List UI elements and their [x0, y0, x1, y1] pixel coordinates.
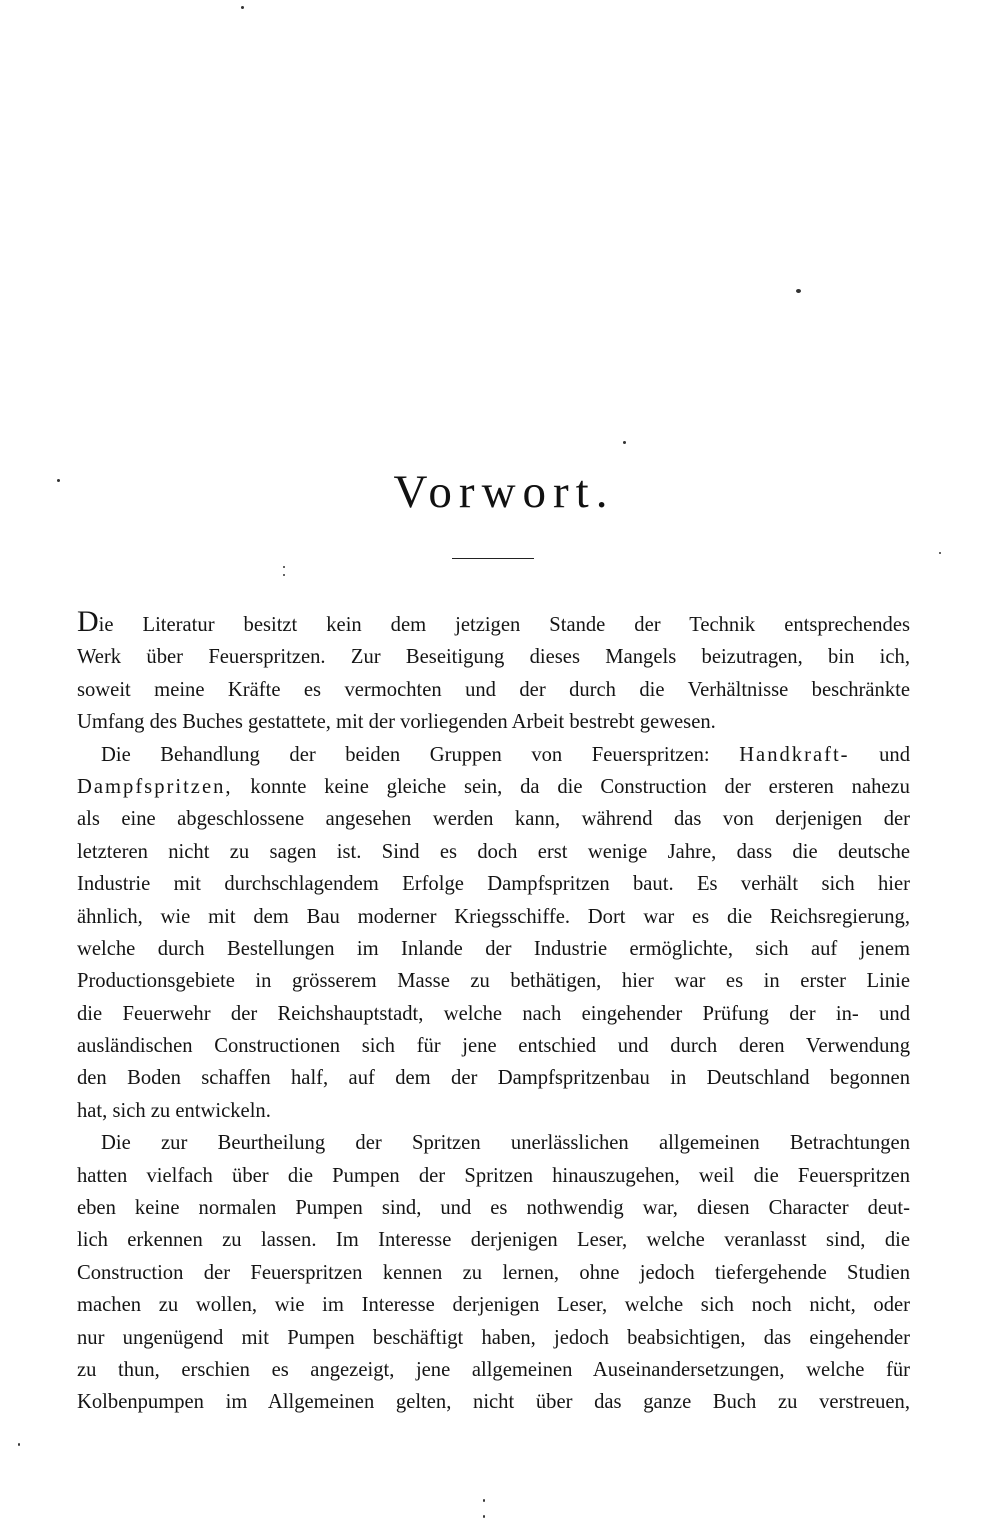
- text-line: [77, 771, 910, 803]
- text-line: Industrie mit durchschlagendem Erfolge Dampfspritzen baut. Es verhält sich hier: [77, 873, 910, 896]
- line-text: konnte keine gleiche sein, da die Construction der ersteren nahezu: [250, 775, 910, 798]
- text-line: machen zu wollen, wie im Interesse derjenigen Leser, welche sich noch nicht, oder: [77, 1294, 910, 1317]
- text-line: nur ungenügend mit Pumpen beschäftigt haben, jedoch beabsichtigen, das eingehender: [77, 1326, 910, 1349]
- text-line: [77, 605, 910, 641]
- text-line: als eine abgeschlossene angesehen werden kann, während das von derjenigen der: [77, 808, 910, 831]
- text-line: ähnlich, wie mit dem Bau moderner Kriegsschiffe. Dort war es die Reichsregierung,: [77, 905, 910, 928]
- drop-cap: D: [77, 605, 99, 638]
- scan-speck: [241, 6, 244, 9]
- spaced-term: Dampfspritzen,: [77, 775, 233, 798]
- text-line: welche durch Bestellungen im Inlande der Industrie ermöglichte, sich auf jenem: [77, 937, 910, 960]
- text-line: Umfang des Buches gestattete, mit der vorliegenden Arbeit bestrebt gewesen.: [77, 711, 716, 734]
- text-line: Die zur Beurtheilung der Spritzen unerlässlichen allgemeinen Betrachtungen: [101, 1132, 910, 1155]
- text-line: hat, sich zu entwickeln.: [77, 1099, 271, 1122]
- scan-speck: [18, 1443, 20, 1446]
- spaced-term: Handkraft-: [739, 743, 850, 766]
- text-line: die Feuerwehr der Reichshauptstadt, welche nach eingehender Prüfung der in- und: [77, 1002, 910, 1025]
- scan-speck: [483, 1515, 485, 1518]
- chapter-title: Vorwort.: [393, 466, 615, 518]
- body-text: [77, 605, 910, 1419]
- scan-speck: [283, 566, 285, 568]
- scan-speck: [483, 1499, 485, 1502]
- text-line: lich erkennen zu lassen. Im Interesse derjenigen Leser, welche veranlasst sind, die: [77, 1229, 910, 1252]
- text-line: soweit meine Kräfte es vermochten und der durch die Verhältnisse beschränkte: [77, 678, 910, 701]
- text-line: zu thun, erschien es angezeigt, jene allgemeinen Auseinandersetzungen, welche für: [77, 1358, 910, 1381]
- line-text: Die Behandlung der beiden Gruppen von Feuerspritzen:: [101, 743, 710, 766]
- scan-speck: [939, 552, 941, 554]
- text-line: letzteren nicht zu sagen ist. Sind es doch erst wenige Jahre, dass die deutsche: [77, 840, 910, 863]
- text-line: ausländischen Constructionen sich für jene entschied und durch deren Verwendung: [77, 1035, 910, 1058]
- text-line: eben keine normalen Pumpen sind, und es nothwendig war, diesen Character deut-: [77, 1197, 910, 1220]
- text-line: Construction der Feuerspritzen kennen zu lernen, ohne jedoch tiefergehende Studien: [77, 1261, 910, 1284]
- text-line: Werk über Feuerspritzen. Zur Beseitigung dieses Mangels beizutragen, bin ich,: [77, 646, 910, 669]
- text-line: Productionsgebiete in grösserem Masse zu bethätigen, hier war es in erster Linie: [77, 970, 910, 993]
- scan-speck: [57, 479, 60, 482]
- title-rule: [452, 558, 534, 559]
- text-line: hatten vielfach über die Pumpen der Spritzen hinauszugehen, weil die Feuerspritzen: [77, 1164, 910, 1187]
- text-line: [77, 739, 910, 771]
- line-text: ie Literatur besitzt kein dem jetzigen Stande der Technik entsprechendes: [98, 614, 910, 636]
- text-line: Kolbenpumpen im Allgemeinen gelten, nicht über das ganze Buch zu verstreuen,: [77, 1391, 910, 1414]
- scan-speck: [623, 441, 626, 444]
- text-line: den Boden schaffen half, auf dem der Dampfspritzenbau in Deutschland begonnen: [77, 1067, 910, 1090]
- line-text: und: [879, 743, 910, 766]
- scan-speck: [796, 289, 801, 293]
- scan-speck: [283, 574, 285, 576]
